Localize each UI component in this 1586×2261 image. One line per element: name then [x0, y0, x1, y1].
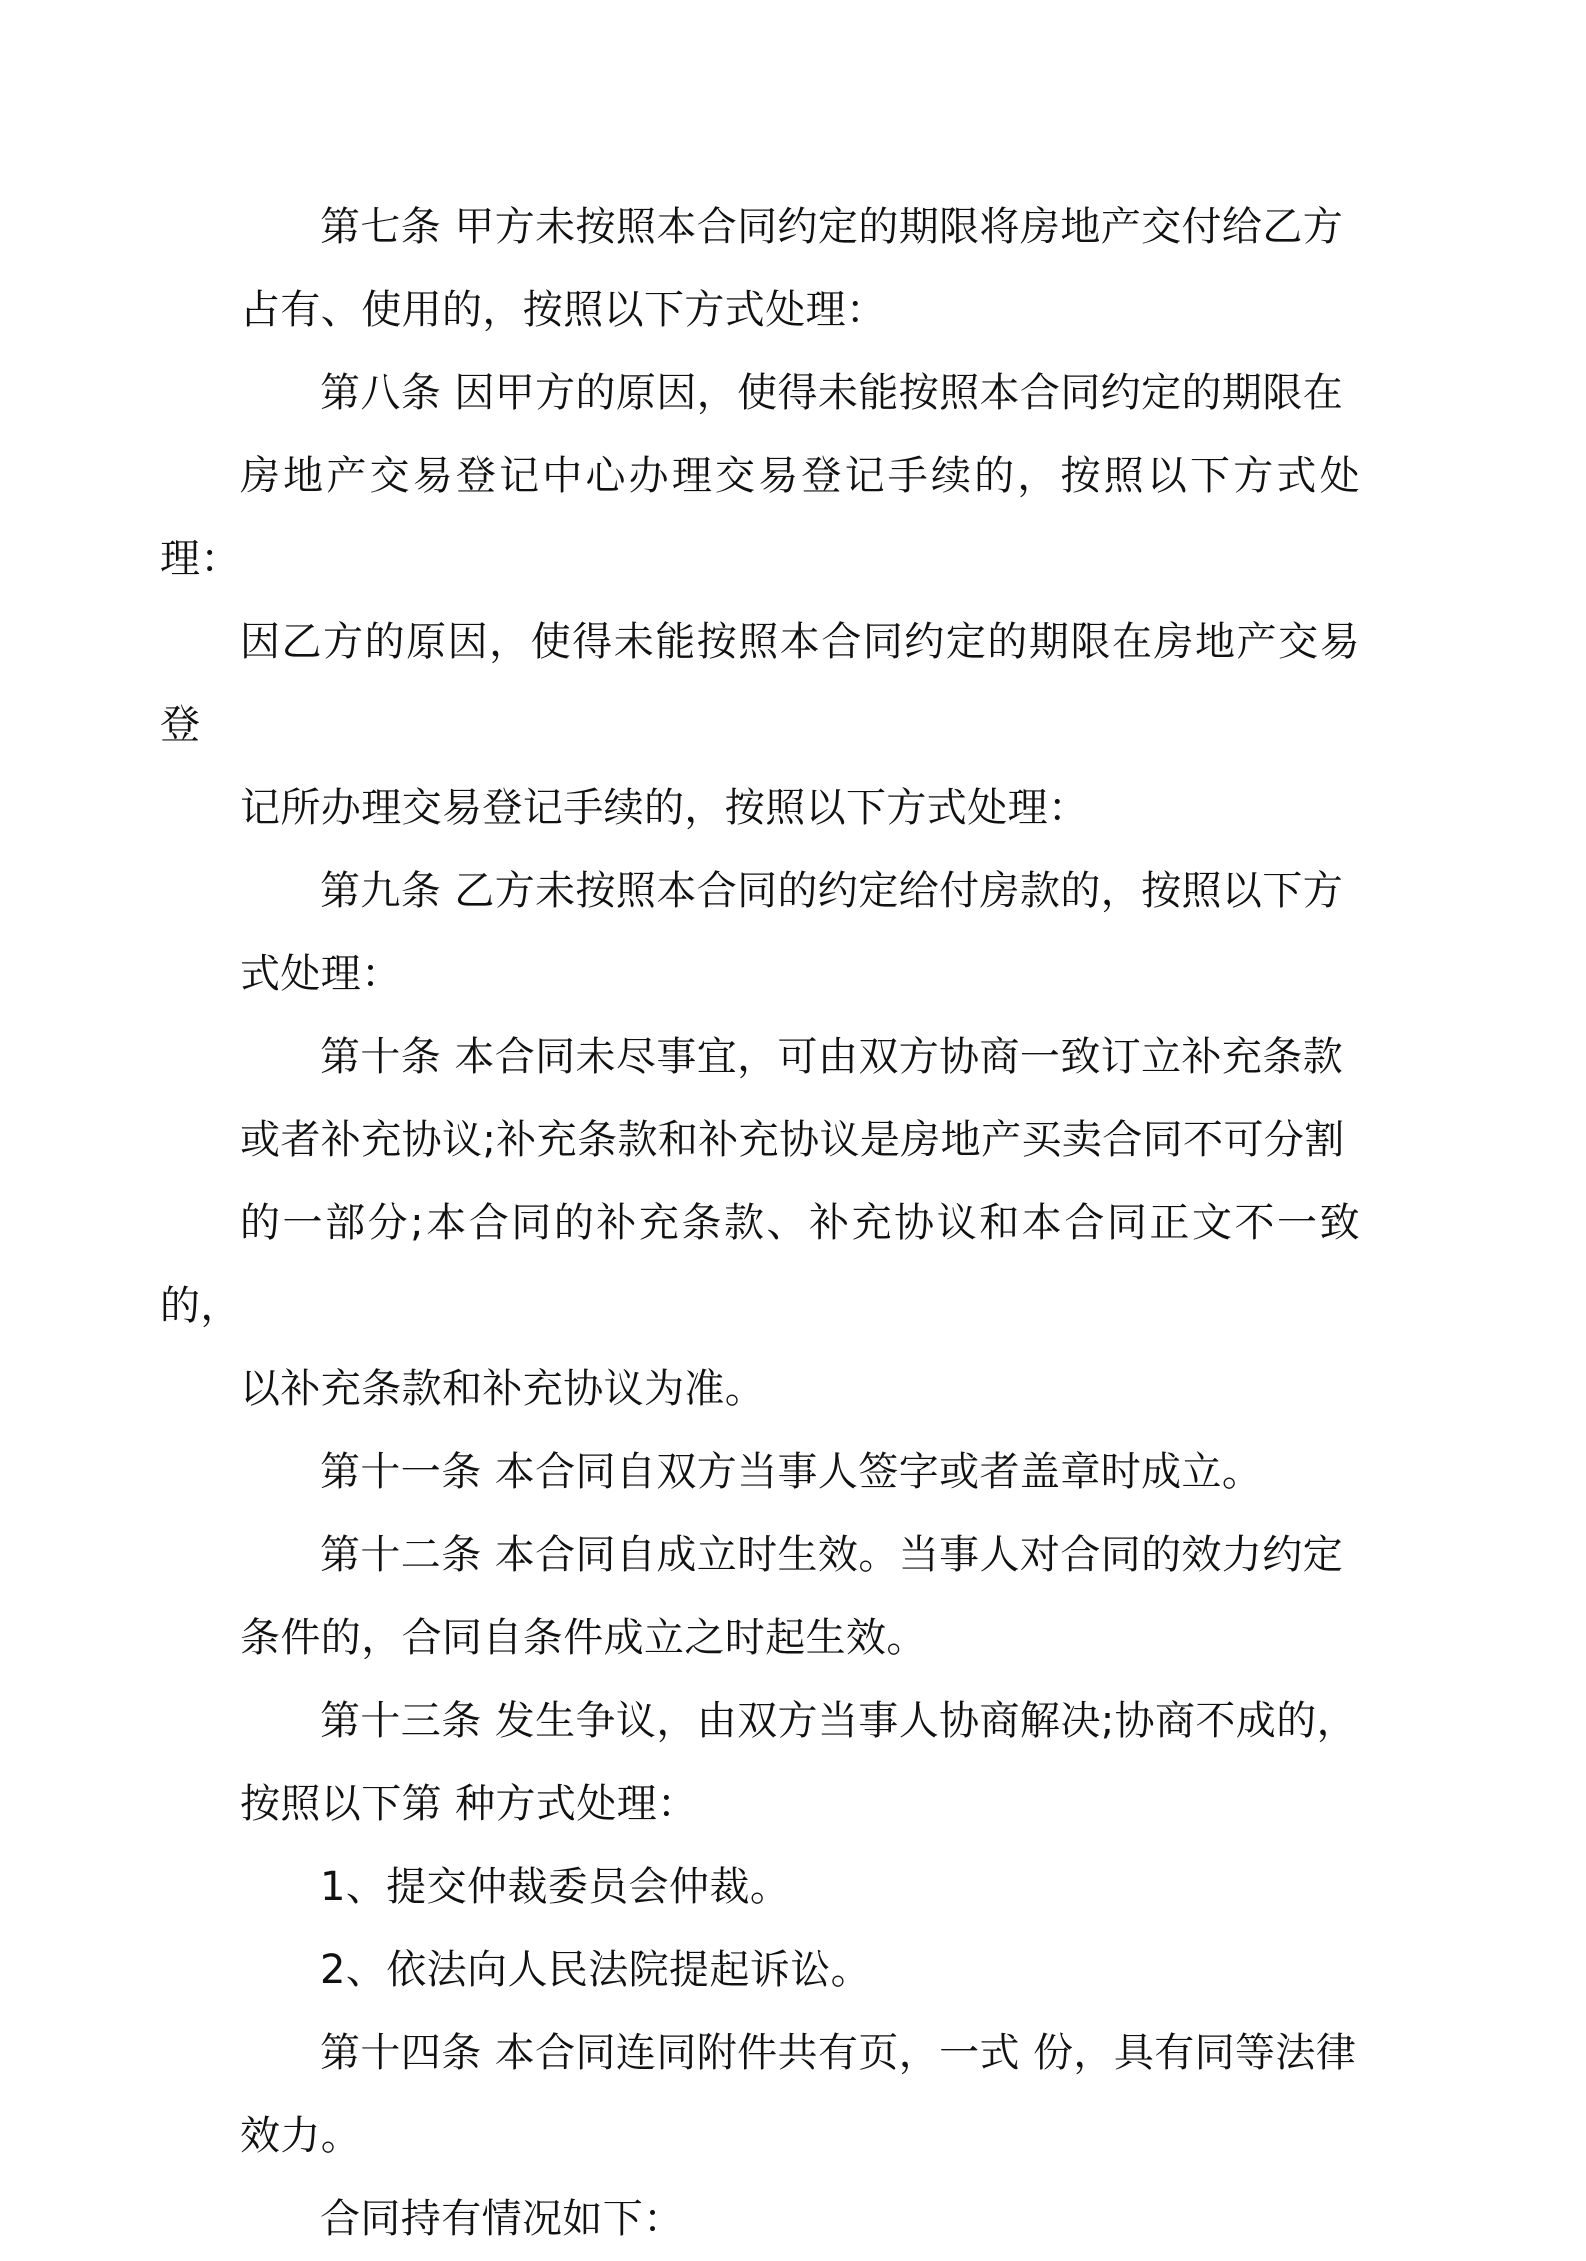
article-13	[240, 1680, 1360, 1846]
holding-status	[240, 2178, 1360, 2261]
article-11	[240, 1431, 1360, 1514]
text-line: 记所办理交易登记手续的，按照以下方式处理：	[240, 785, 1089, 831]
text-line: 第十三条 发生争议，由双方当事人协商解决;协商不成的，	[320, 1698, 1357, 1744]
text-line: 第十条 本合同未尽事宜，可由双方协商一致订立补充条款	[320, 1034, 1344, 1080]
document-body	[160, 186, 1360, 2261]
option-2	[240, 1929, 1360, 2012]
text-line: 合同持有情况如下：	[320, 2196, 684, 2242]
text-line: 或者补充协议;补充条款和补充协议是房地产买卖合同不可分割	[240, 1117, 1345, 1163]
text-line: 第十一条 本合同自双方当事人签字或者盖章时成立。	[320, 1449, 1263, 1495]
article-9	[240, 850, 1360, 1016]
article-14	[240, 2012, 1360, 2178]
text-line: 式处理：	[240, 951, 402, 997]
option-1	[240, 1846, 1360, 1929]
text-line: 2、依法向人民法院提起诉讼。	[320, 1947, 872, 1993]
text-line: 的一部分;本合同的补充条款、补充协议和本合同正文不一致的，	[160, 1200, 1360, 1329]
article-7	[240, 186, 1360, 352]
text-line: 因乙方的原因，使得未能按照本合同约定的期限在房地产交易登	[160, 619, 1360, 748]
text-line: 1、提交仲裁委员会仲裁。	[320, 1864, 791, 1910]
text-line: 第九条 乙方未按照本合同的约定给付房款的，按照以下方	[320, 868, 1344, 914]
text-line: 房地产交易登记中心办理交易登记手续的，按照以下方式处理：	[160, 453, 1360, 582]
article-12	[240, 1514, 1360, 1680]
article-8	[160, 352, 1360, 850]
text-line: 第十四条 本合同连同附件共有页，一式 份，具有同等法律	[320, 2030, 1357, 2076]
text-line: 条件的，合同自条件成立之时起生效。	[240, 1615, 927, 1661]
text-line: 效力。	[240, 2113, 362, 2159]
text-line: 第八条 因甲方的原因，使得未能按照本合同约定的期限在	[320, 370, 1344, 416]
article-10	[160, 1016, 1360, 1431]
text-line: 占有、使用的，按照以下方式处理：	[240, 287, 887, 333]
text-line: 以补充条款和补充协议为准。	[240, 1366, 766, 1412]
text-line: 按照以下第 种方式处理：	[240, 1781, 698, 1827]
text-line: 第七条 甲方未按照本合同约定的期限将房地产交付给乙方	[320, 204, 1344, 250]
text-line: 第十二条 本合同自成立时生效。当事人对合同的效力约定	[320, 1532, 1344, 1578]
